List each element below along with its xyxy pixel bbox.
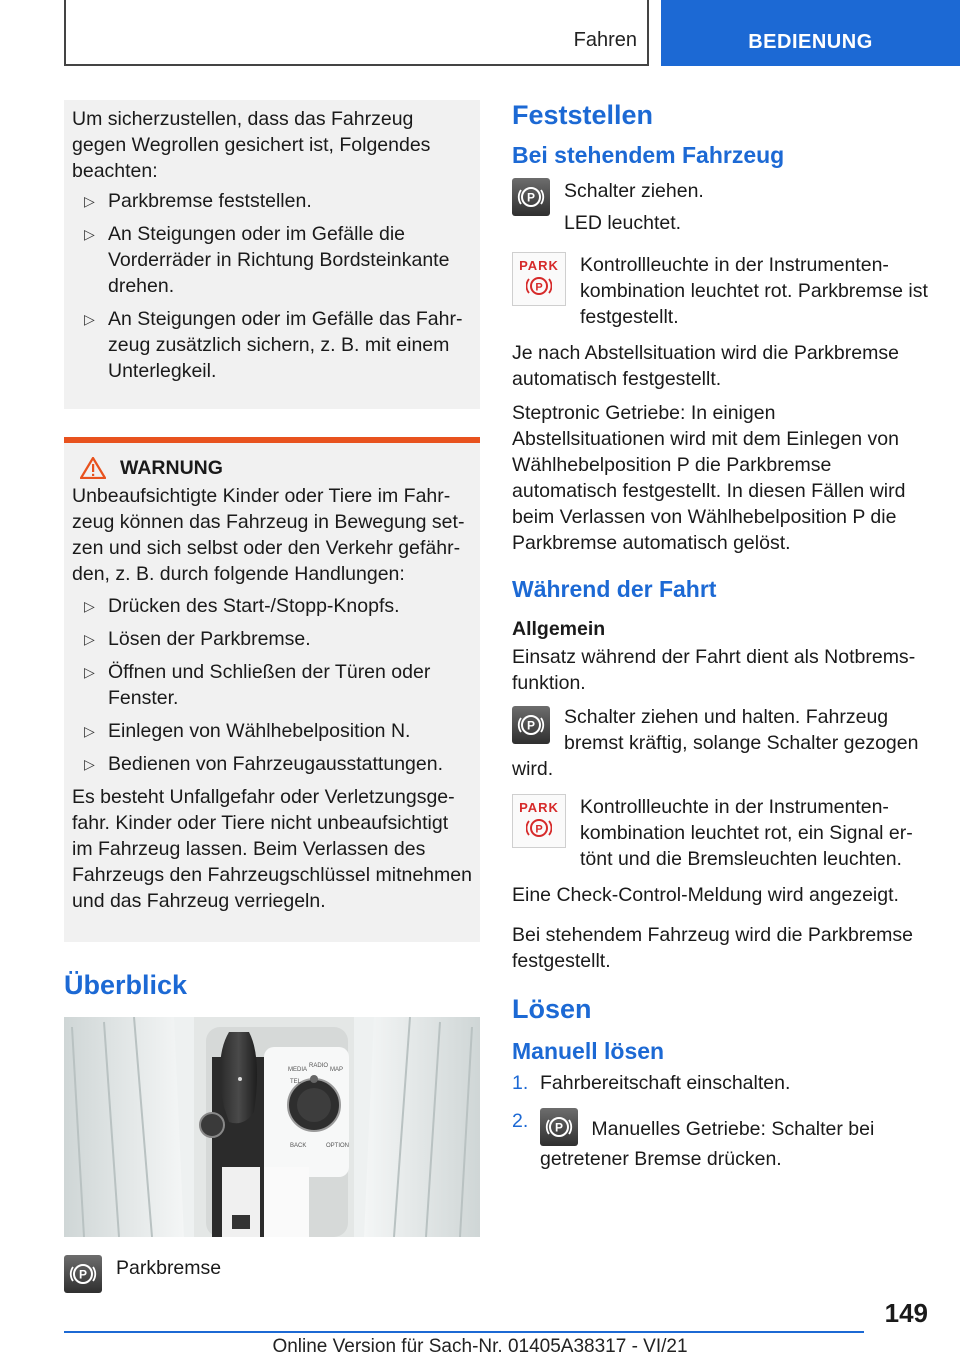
header-section-tab bbox=[64, 0, 649, 66]
list-item: ▷ Drücken des Start-/Stopp-Knopfs. bbox=[84, 595, 400, 617]
footer-note: Online Version für Sach-Nr. 01405A38317 - VI/21 bbox=[272, 1336, 688, 1357]
header-section-title: Fahren bbox=[573, 29, 637, 51]
indicator-note bbox=[512, 252, 930, 330]
right-column bbox=[512, 100, 930, 1184]
park-indicator-icon: PARK P bbox=[512, 252, 566, 306]
parkbremse-label: Parkbremse bbox=[116, 1257, 222, 1279]
center-console-photo bbox=[64, 1017, 480, 1237]
step-text: Fahrbereitschaft einschalten. bbox=[540, 1072, 791, 1094]
warning-list bbox=[72, 593, 472, 777]
note-box bbox=[64, 100, 480, 409]
park-indicator-icon: PARK P bbox=[512, 794, 566, 848]
paragraph-steptronic: Steptronic Getriebe: In einigen Abstellsituationen wird mit dem Einlegen von Wählhebelposition P die Parkbremse automatisch festgestellt. In diesen Fällen wird beim Verlassen von Wählhebelposition P die Parkbremse automatisch gelöst. bbox=[512, 402, 906, 554]
list-item: ▷ Öffnen und Schließen der Türen oder Fenster. bbox=[84, 661, 431, 709]
triangle-bullet-icon: ▷ bbox=[84, 664, 95, 680]
heading-allgemein: Allgemein bbox=[512, 618, 606, 640]
center-console-illustration bbox=[64, 1017, 480, 1237]
svg-text:P: P bbox=[526, 718, 536, 733]
triangle-bullet-icon: ▷ bbox=[84, 226, 95, 242]
photo-label-back: BACK bbox=[290, 1143, 307, 1149]
indicator-text-2: Kontrollleuchte in der Instrumentenkombination leuchtet rot, ein Signal ertönt und die Bremsleuchten leuchten. bbox=[580, 796, 913, 870]
paragraph-notbrems: Einsatz während der Fahrt dient als Notbremsfunktion. bbox=[512, 646, 916, 694]
list-item: ▷ Einlegen von Wählhebelposition N. bbox=[84, 720, 411, 742]
header-chapter-title: BEDIENUNG bbox=[748, 31, 873, 53]
paragraph-standstill: Bei stehendem Fahrzeug wird die Parkbremse festgestellt. bbox=[512, 924, 914, 972]
release-steps bbox=[512, 1070, 930, 1172]
parking-brake-switch-icon bbox=[512, 706, 550, 744]
warning-text: Unbeaufsichtigte Kinder oder Tiere im Fahrzeug können das Fahrzeug in Bewegung setzen und sich selbst oder den Verkehr gefährden, z. B. durch folgende Handlungen: bbox=[72, 485, 465, 585]
subheading-manuell-loesen: Manuell lösen bbox=[512, 1038, 665, 1064]
section-heading-feststellen: Feststellen bbox=[512, 100, 654, 130]
indicator-text: Kontrollleuchte in der Instrumentenkombination leuchtet rot. Parkbremse ist festgestellt. bbox=[580, 254, 928, 328]
triangle-bullet-icon: ▷ bbox=[84, 193, 95, 209]
list-item bbox=[512, 1108, 930, 1172]
step-number: 1. bbox=[512, 1072, 529, 1094]
list-item: ▷ Lösen der Parkbremse. bbox=[84, 628, 311, 650]
svg-text:P: P bbox=[78, 1267, 88, 1282]
overview-heading: Überblick bbox=[64, 970, 188, 1000]
parkbremse-legend bbox=[64, 1255, 480, 1293]
list-item: ▷ An Steigungen oder im Gefälle das Fahrzeug zusätzlich sichern, z. B. mit einem Unterlegkeil. bbox=[84, 308, 463, 382]
left-column bbox=[64, 100, 480, 1293]
svg-text:P: P bbox=[535, 281, 543, 294]
switch-hold-text: Schalter ziehen und halten. Fahrzeug bremst kräftig, solange Schalter gezogen wird. bbox=[512, 706, 919, 780]
triangle-bullet-icon: ▷ bbox=[84, 631, 95, 647]
header-chapter-tab bbox=[661, 0, 960, 66]
switch-instruction bbox=[512, 178, 930, 242]
photo-label-media: MEDIA bbox=[288, 1067, 308, 1073]
paragraph-check-control: Eine Check-Control-Meldung wird angezeigt. bbox=[512, 884, 899, 906]
step-number: 2. bbox=[512, 1110, 529, 1132]
triangle-bullet-icon: ▷ bbox=[84, 598, 95, 614]
section-heading-loesen: Lösen bbox=[512, 994, 592, 1024]
list-item: ▷ An Steigungen oder im Gefälle die Vorderräder in Richtung Bordsteinkante drehen. bbox=[84, 223, 450, 297]
instruction-pull: Schalter ziehen. bbox=[564, 180, 704, 202]
photo-label-radio: RADIO bbox=[309, 1063, 329, 1069]
switch-hold-instruction bbox=[512, 704, 930, 782]
svg-text:P: P bbox=[554, 1120, 564, 1135]
warning-box bbox=[64, 437, 480, 942]
page-number: 149 bbox=[884, 1298, 928, 1328]
note-intro: Um sicherzustellen, dass das Fahrzeug gegen Wegrollen gesichert ist, Folgendes beachten: bbox=[72, 108, 431, 182]
indicator-note-2 bbox=[512, 794, 930, 872]
triangle-bullet-icon: ▷ bbox=[84, 756, 95, 772]
triangle-bullet-icon: ▷ bbox=[84, 723, 95, 739]
warning-header bbox=[80, 455, 472, 481]
parking-brake-switch-icon bbox=[64, 1255, 102, 1293]
warning-title: WARNUNG bbox=[120, 457, 223, 479]
parking-brake-switch-icon bbox=[540, 1108, 578, 1146]
photo-label-map: MAP bbox=[330, 1067, 344, 1073]
list-item: ▷ Bedienen von Fahrzeugausstattungen. bbox=[84, 753, 443, 775]
subheading-waehrend-der-fahrt: Während der Fahrt bbox=[512, 576, 717, 602]
subheading-stehendem-fahrzeug: Bei stehendem Fahrzeug bbox=[512, 142, 785, 168]
parking-brake-switch-icon bbox=[512, 178, 550, 216]
paragraph-auto-apply: Je nach Abstellsituation wird die Parkbremse automatisch festgestellt. bbox=[512, 342, 899, 390]
svg-text:P: P bbox=[535, 823, 543, 836]
warning-conclusion: Es besteht Unfallgefahr oder Verletzungsgefahr. Kinder oder Tiere nicht unbeaufsichtigt im Fahrzeug lassen. Beim Verlassen des Fahrzeugs den Fahrzeugschlüssel mitnehmen und das Fahrzeug verriegeln. bbox=[72, 786, 472, 912]
note-list bbox=[72, 188, 472, 384]
step-text: Manuelles Getriebe: Schalter bei getretener Bremse drücken. bbox=[540, 1118, 875, 1170]
svg-text:P: P bbox=[526, 190, 536, 205]
instruction-led: LED leuchtet. bbox=[564, 212, 682, 234]
list-item: ▷ Parkbremse feststellen. bbox=[84, 190, 312, 212]
footer-divider bbox=[64, 1331, 864, 1333]
photo-label-tel: TEL bbox=[290, 1079, 302, 1085]
list-item bbox=[512, 1070, 930, 1096]
warning-triangle-icon bbox=[80, 457, 106, 479]
triangle-bullet-icon: ▷ bbox=[84, 311, 95, 327]
photo-label-option: OPTION bbox=[326, 1143, 350, 1149]
